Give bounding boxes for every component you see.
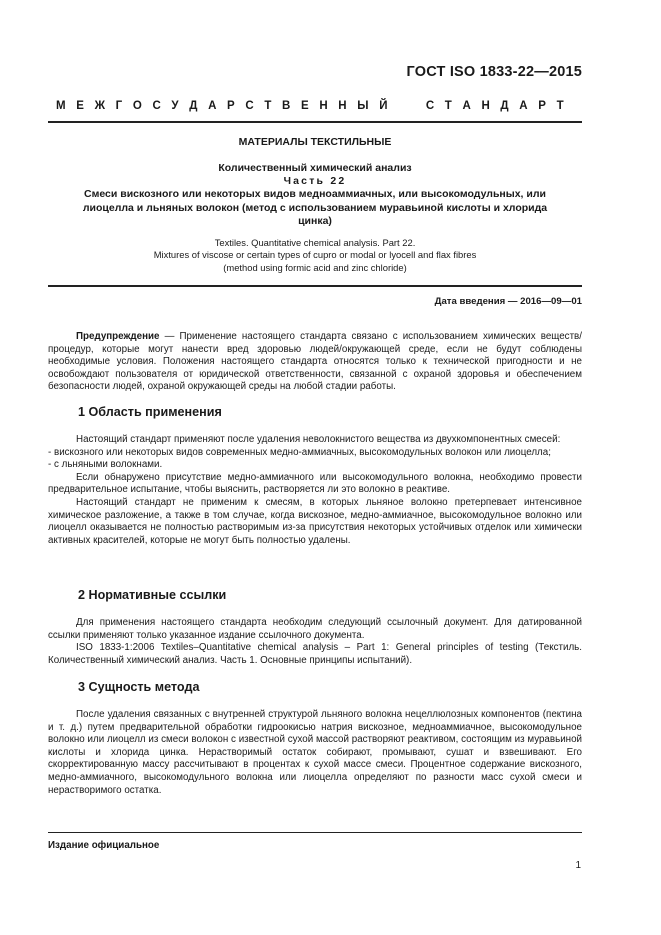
- title-rule: [48, 285, 582, 287]
- banner-letter: Д: [189, 100, 198, 112]
- banner-letter: Й: [379, 100, 388, 112]
- banner-letter: Н: [319, 100, 328, 112]
- banner-letter: А: [462, 100, 471, 112]
- paragraph: Для применения настоящего стандарта необходим следующий ссылочный документ. Для датированной ссылки применяют только указанное издание ссылочного документа.: [48, 617, 582, 641]
- section-references-body: [48, 617, 582, 667]
- document-title: МАТЕРИАЛЫ ТЕКСТИЛЬНЫЕ: [238, 136, 392, 148]
- banner-letter: Ж: [94, 100, 105, 112]
- banner-letter: [398, 100, 401, 112]
- banner-letter: Т: [556, 100, 564, 112]
- banner-letter: С: [245, 100, 254, 112]
- section-heading-method: 3 Сущность метода: [78, 680, 200, 694]
- banner-letter: А: [208, 100, 217, 112]
- paragraph: ISO 1833-1:2006 Textiles–Quantitative chemical analysis – Part 1: General principles of testing (Текстиль. Количественный химический анализ. Часть 1. Основные принципы испытаний).: [48, 642, 582, 666]
- page-number: 1: [575, 860, 581, 871]
- interstate-standard-banner: [56, 100, 564, 112]
- part-number: Часть 22: [283, 175, 347, 188]
- warning-lead: Предупреждение: [76, 331, 160, 342]
- banner-letter: Р: [227, 100, 235, 112]
- official-edition-label: Издание официальное: [48, 840, 160, 851]
- banner-letter: Е: [76, 100, 84, 112]
- footer-rule: [48, 832, 582, 833]
- document-subtitle: [48, 162, 582, 228]
- paragraph: После удаления связанных с внутренней структурой льняного волокна нецеллюлозных компонентов (пектина и т. д.) путем предварительной обработки гидроокисью натрия вискозное, медноаммиачное, высокомодульное волокно или лиоцелл из смеси волокон с известной сухой массой растворяют реактивом, состоящим из муравьиной кислоты и хлорида цинка. Нерастворимый остаток собирают, промывают, сушат и взвешивают. Его скорректированную массу рассчитывают в процентах к сухой массе смеси. Процентное содержание вискозного, медно-аммиачного, высокомодульного волокна или лиоцелла определяют по разности масс сухой смеси и нерастворимого остатка.: [48, 709, 582, 796]
- english-title: [48, 237, 582, 274]
- english-title-line: Mixtures of viscose or certain types of cupro or modal or lyocell and flax fibres: [153, 249, 477, 261]
- section-heading-references: 2 Нормативные ссылки: [78, 588, 227, 602]
- standard-code: ГОСТ ISO 1833-22—2015: [406, 64, 582, 80]
- banner-letter: М: [56, 100, 66, 112]
- banner-letter: С: [152, 100, 161, 112]
- banner-letter: Т: [264, 100, 272, 112]
- banner-letter: Р: [538, 100, 546, 112]
- banner-letter: О: [132, 100, 142, 112]
- banner-letter: Е: [301, 100, 309, 112]
- banner-letter: В: [282, 100, 291, 112]
- introduction-date: Дата введения — 2016—09—01: [434, 296, 582, 307]
- paragraph: Настоящий стандарт не применим к смесям, в которых льняное волокно претерпевает интенсивное химическое разложение, а также в том случае, когда вискозное, медно-аммиачное, высокомодульное волокно или лиоцелл оказывается не полностью растворимым из-за присутствия некоторых устойчивых отделок или химически активных красителей, которые не могут быть полностью удалены.: [48, 496, 582, 546]
- warning-paragraph: [48, 331, 582, 394]
- banner-letter: Н: [481, 100, 490, 112]
- header-rule: [48, 121, 582, 123]
- banner-letter: С: [425, 100, 435, 112]
- banner-letter: Н: [338, 100, 347, 112]
- subtitle-line: лиоцелла и льняных волокон (метод с использованием муравьиной кислоты и хлорида: [82, 201, 548, 214]
- english-title-line: Textiles. Quantitative chemical analysis. Part 22.: [214, 237, 416, 248]
- subtitle-line: Смеси вискозного или некоторых видов медноаммиачных, или высокомодульных, или: [84, 188, 546, 201]
- paragraph: Если обнаружено присутствие медно-аммиачного или высокомодульного волокна, необходимо провести предварительное испытание, чтобы выяснить, растворяется ли это волокно в реактиве.: [48, 471, 582, 496]
- paragraph: Настоящий стандарт применяют после удаления неволокнистого вещества из двухкомпонентных смесей:: [76, 434, 561, 445]
- banner-letter: Д: [500, 100, 509, 112]
- banner-letter: У: [171, 100, 179, 112]
- subtitle-line: цинка): [298, 214, 332, 227]
- list-item: - вискозного или некоторых видов современных медно-аммиачных, высокомодульных волокон или лиоцелла;: [48, 446, 551, 458]
- english-title-line: (method using formic acid and zinc chloride): [223, 261, 407, 273]
- section-method-body: [48, 709, 582, 797]
- banner-letter: Т: [444, 100, 452, 112]
- section-scope-body: [48, 434, 582, 547]
- list-item: - с льняными волокнами.: [48, 459, 163, 471]
- banner-letter: Г: [115, 100, 123, 112]
- warning-text: — Применение настоящего стандарта связано с использованием химических веществ/процедур, которые могут нанести вред здоровью людей/окружающей среде, если не будут соблюдены необходимые условия. Положения настоящего стандарта относятся только к технической пригодности и не освобождают пользователя от юридической ответственности, связанной с охраной здоровья и обеспечением безопасности людей, охраной окружающей среды на любой стадии работы.: [48, 331, 582, 393]
- banner-letter: А: [519, 100, 528, 112]
- banner-letter: Ы: [357, 100, 369, 112]
- subtitle-line: Количественный химический анализ: [218, 162, 412, 174]
- section-heading-scope: 1 Область применения: [78, 405, 222, 419]
- banner-letter: [412, 100, 415, 112]
